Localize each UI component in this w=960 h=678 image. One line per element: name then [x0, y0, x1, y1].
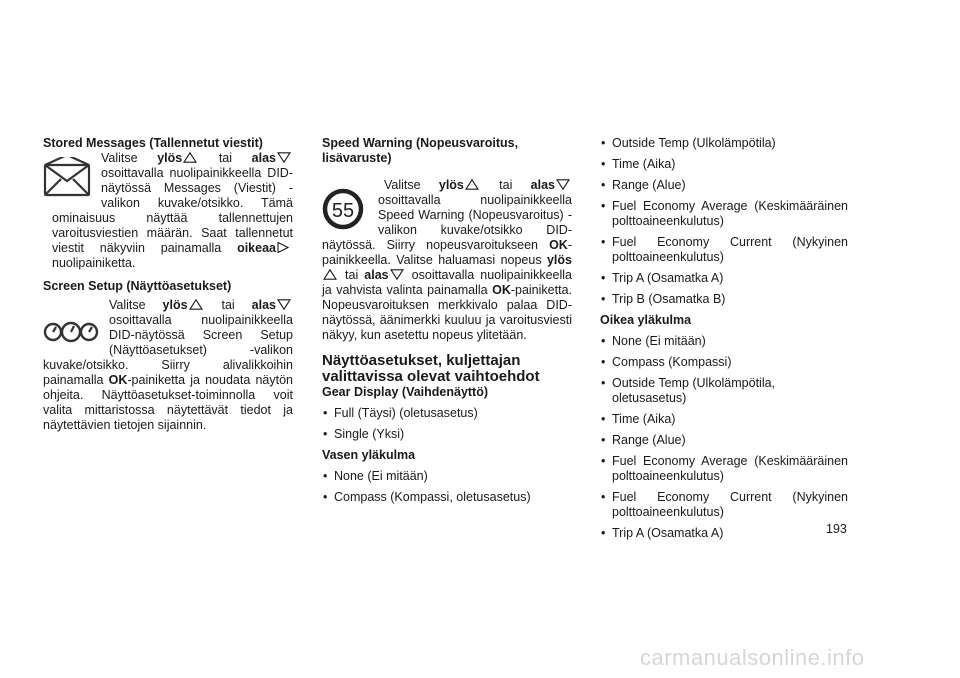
list-item: • Trip A (Osamatka A) — [600, 271, 848, 286]
gear-display-list — [322, 406, 572, 442]
down-arrow-icon — [390, 269, 404, 280]
down-arrow-icon — [277, 299, 291, 310]
list-item: • Trip A (Osamatka A) — [600, 526, 848, 541]
list-item: • Fuel Economy Current (Nykyinen polttoaineenkulutus) — [600, 490, 848, 520]
stored-messages-heading: Stored Messages (Tallennetut viestit) — [43, 136, 263, 150]
upper-right-heading: Oikea yläkulma — [600, 313, 692, 327]
speed-warning-paragraph: 55 Valitse ylös tai alas osoittavalla nuolipainikkeella Speed Warning (Nopeusvaroitus) -valikon kuvake/otsikko DID-näytössä. Siirry nopeusvaroitukseen OK-painikkeella. Valitse haluamasi nopeus ylös tai alas osoittavalla nuolipainikkeella ja vahvista valinta painamalla OK-painiketta. Nopeusvaroituksen merkkivalo palaa DID-näytössä, äänimerkki kuuluu ja varoitusviesti näkyy, kun asetettu nopeus ylitetään. — [322, 178, 572, 342]
column-left — [43, 136, 293, 433]
list-item: • None (Ei mitään) — [322, 469, 572, 484]
gear-display-heading: Gear Display (Vaihdenäyttö) — [322, 385, 489, 399]
up-arrow-icon — [189, 299, 203, 310]
screen-setup-paragraph: Valitse ylös tai alas osoittavalla nuolipainikkeella DID-näytössä Screen Setup (Näyttöasetukset) -valikon kuvake/otsikko. Siirry alivalikkoihin painamalla OK-painiketta ja noudata näytön ohjeita. Näyttöasetukset-toiminnolla voit valita mittaristossa näytettävät tiedot ja näytettävien tietojen sijainnin. — [43, 298, 293, 432]
list-item: • Outside Temp (Ulkolämpötila, oletusasetus) — [600, 376, 848, 406]
list-item: • Time (Aika) — [600, 412, 848, 427]
list-item: • Trip B (Osamatka B) — [600, 292, 848, 307]
list-item: • Time (Aika) — [600, 157, 848, 172]
list-item: • Full (Täysi) (oletusasetus) — [322, 406, 572, 421]
upper-left-list — [322, 469, 572, 505]
right-arrow-icon — [277, 242, 291, 253]
list-item: • Fuel Economy Average (Keskimääräinen polttoaineenkulutus) — [600, 454, 848, 484]
down-arrow-icon — [556, 179, 570, 190]
column-middle — [322, 136, 572, 505]
upper-right-list — [600, 334, 848, 541]
envelope-icon — [43, 157, 91, 201]
down-arrow-icon — [277, 152, 291, 163]
list-item: • Fuel Economy Current (Nykyinen polttoaineenkulutus) — [600, 235, 848, 265]
up-arrow-icon — [465, 179, 479, 190]
upper-left-options-continued — [600, 136, 848, 307]
list-item: • Outside Temp (Ulkolämpötila) — [600, 136, 848, 151]
list-item: • Compass (Kompassi, oletusasetus) — [322, 490, 572, 505]
column-right — [600, 130, 848, 541]
upper-left-heading: Vasen yläkulma — [322, 448, 416, 462]
stored-messages-paragraph: Valitse ylös tai alas osoittavalla nuolipainikkeella DID-näytössä Messages (Viestit) -valikon kuvake/otsikko. Tämä ominaisuus näyttää tallennettujen varoitusviestien määrän. Saat tallennetut viestit näkyviin painamalla oikeaa nuolipainiketta. — [43, 151, 293, 271]
list-item: • Fuel Economy Average (Keskimääräinen polttoaineenkulutus) — [600, 199, 848, 229]
watermark: carmanualsonline.info — [640, 645, 865, 670]
page-number: 193 — [826, 522, 847, 536]
speed-warning-heading: Speed Warning (Nopeusvaroitus, lisävaruste) — [322, 136, 519, 165]
list-item: • Range (Alue) — [600, 178, 848, 193]
list-item: • Compass (Kompassi) — [600, 355, 848, 370]
speed-sign-value: 55 — [331, 200, 355, 222]
up-arrow-icon — [323, 269, 337, 280]
speed-55-sign-icon — [322, 188, 364, 234]
list-item: • None (Ei mitään) — [600, 334, 848, 349]
screen-setup-heading: Screen Setup (Näyttöasetukset) — [43, 279, 232, 293]
list-item: • Single (Yksi) — [322, 427, 572, 442]
three-gauges-icon — [43, 320, 99, 348]
list-item: • Range (Alue) — [600, 433, 848, 448]
section-title: Näyttöasetukset, kuljettajan valittavissa olevat vaihtoehdot — [322, 352, 540, 385]
up-arrow-icon — [183, 152, 197, 163]
